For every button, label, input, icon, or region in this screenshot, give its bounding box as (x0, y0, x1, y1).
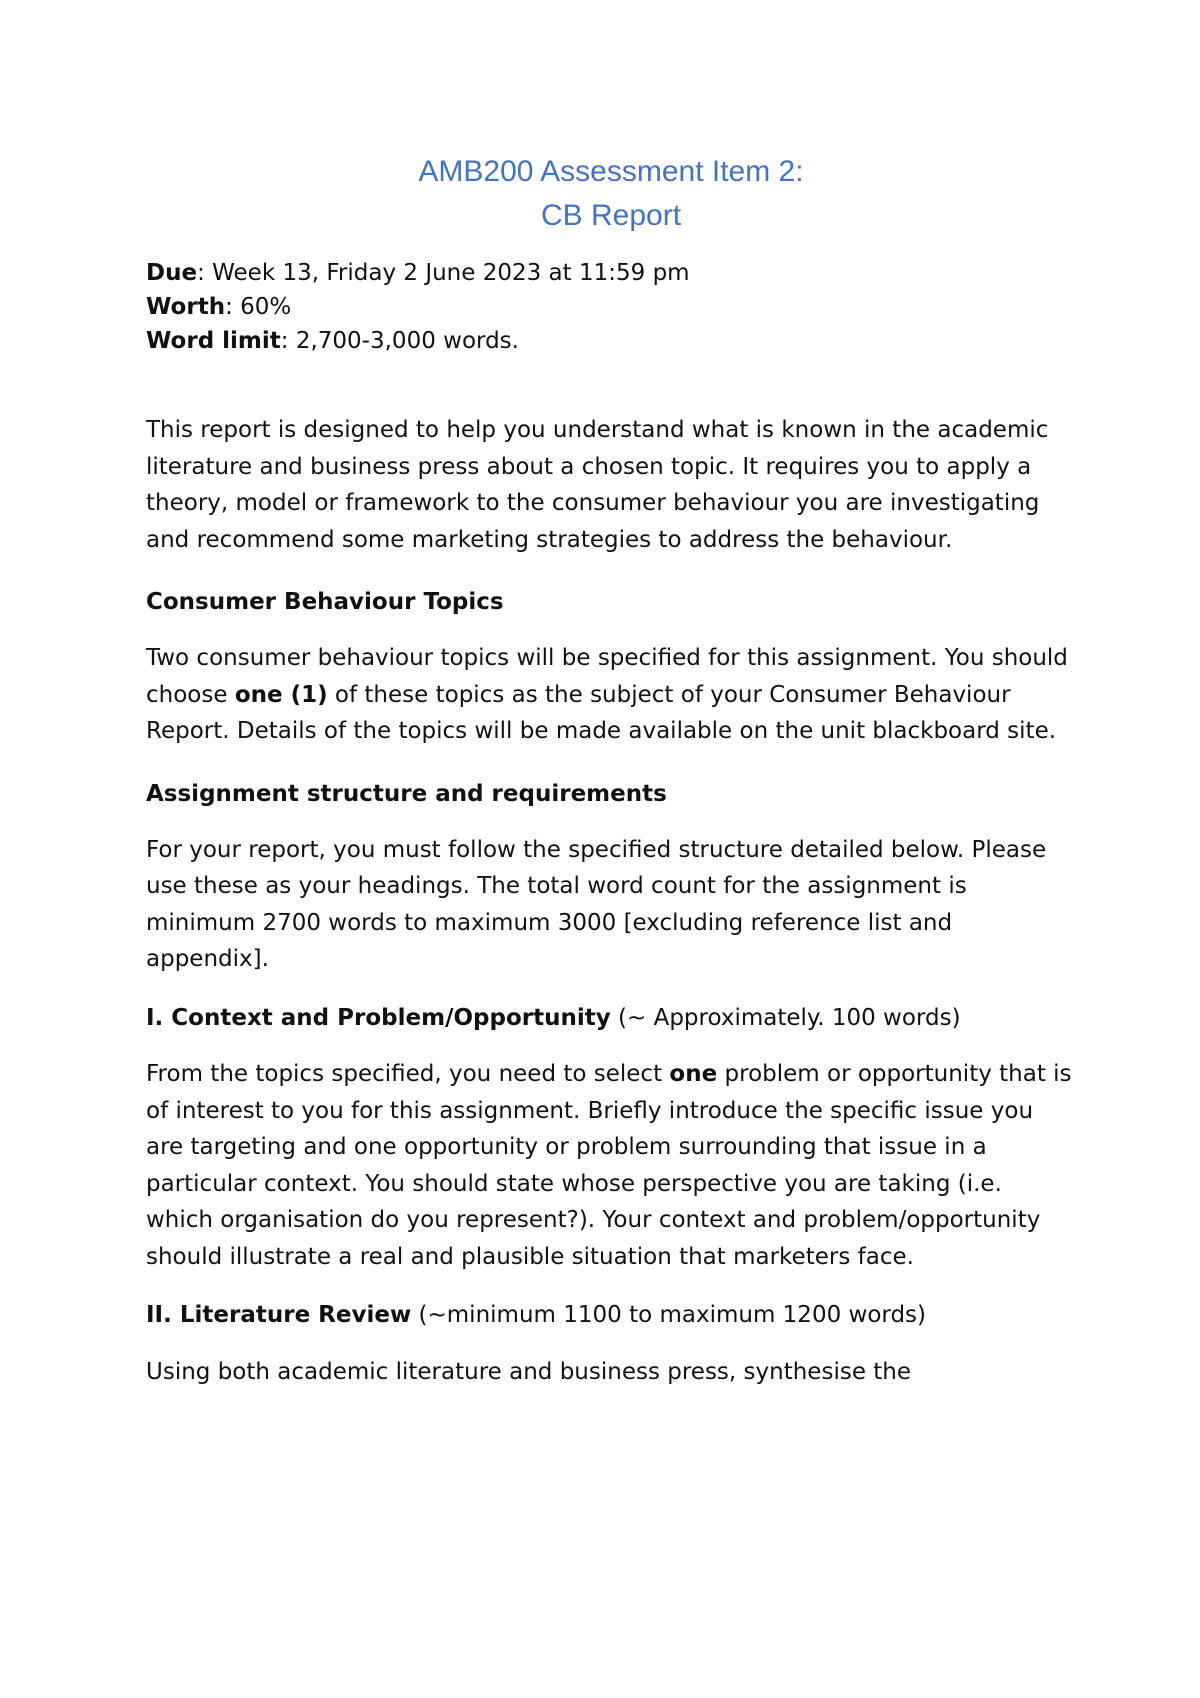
topics-text-bold: one (1) (234, 681, 328, 708)
due-label: Due (146, 260, 198, 286)
worth-label: Worth (146, 294, 226, 320)
document-title (146, 150, 1076, 238)
document-page (146, 150, 1076, 1390)
title-line-2: CB Report (540, 199, 682, 232)
topics-heading: Consumer Behaviour Topics (146, 589, 504, 615)
section-2-paragraph: Using both academic literature and business press, synthesise the (146, 1358, 912, 1385)
section-2-title: II. Literature Review (146, 1302, 412, 1328)
section-1-note: (~ Approximately. 100 words) (610, 1004, 961, 1031)
structure-heading: Assignment structure and requirements (146, 780, 667, 807)
worth-line (146, 290, 1076, 324)
section-1-text-end: problem or opportunity that is of interest to you for this assignment. Briefly introduce the specific issue you are targeting and one opportunity or problem surrounding that issue in a particular context. You should state whose perspective you are taking (i.e. which organisation do you represent?). Your context and problem/opportunity should illustrate a real and plausible situation that marketers face. (146, 1061, 1072, 1270)
section-1-text-start: From the topics specified, you need to select (146, 1061, 670, 1087)
section-2-note: (~minimum 1100 to maximum 1200 words) (411, 1302, 927, 1328)
section-1-heading (146, 1000, 1076, 1037)
topics-paragraph (146, 640, 1076, 750)
due-line (146, 256, 1076, 290)
word-limit-value: : 2,700-3,000 words. (280, 328, 519, 354)
section-1-text-bold: one (669, 1061, 718, 1087)
intro-paragraph: This report is designed to help you understand what is known in the academic literature and business press about a chosen topic. It requires you to apply a theory, model or framework to the consumer behaviour you are investigating and recommend some marketing strategies to address the behaviour. (146, 417, 1049, 553)
word-limit-line (146, 324, 1076, 358)
title-line-1: AMB200 Assessment Item 2: (418, 155, 804, 188)
section-1-paragraph (146, 1056, 1076, 1275)
worth-value: : 60% (225, 294, 292, 320)
section-1-title: I. Context and Problem/Opportunity (146, 1004, 611, 1031)
word-limit-label: Word limit (146, 328, 281, 354)
due-value: : Week 13, Friday 2 June 2023 at 11:59 pm (197, 260, 690, 286)
topics-text-end: of these topics as the subject of your Consumer Behaviour Report. Details of the topics will be made available on the unit blackboard site. (146, 681, 1057, 744)
structure-paragraph: For your report, you must follow the specified structure detailed below. Please use these as your headings. The total word count for the assignment is minimum 2700 words to maximum 3000 [excluding reference list and appendix]. (146, 836, 1047, 972)
assessment-meta (146, 256, 1076, 358)
topics-text-start: Two consumer behaviour topics will be specified for this assignment. You should choose (146, 645, 1068, 708)
section-2-heading (146, 1297, 1076, 1334)
